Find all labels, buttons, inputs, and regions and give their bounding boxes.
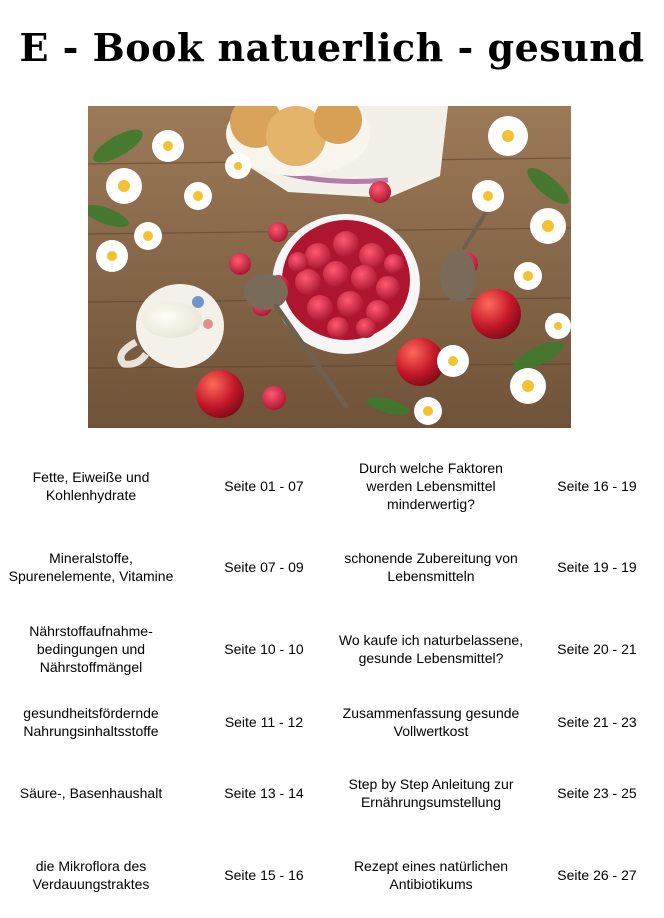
toc-item-title: gesundheitsfördernde Nahrungsinhaltsstoffe — [23, 705, 159, 739]
toc-item-title: Fette, Eiweiße und Kohlenhydrate — [32, 469, 150, 503]
toc-item-title: die Mikroflora des Verdauungstraktes — [32, 858, 150, 892]
toc-item-pages: Seite 13 - 14 — [224, 785, 304, 801]
toc-item-pages: Seite 20 - 21 — [557, 641, 637, 657]
toc-item-title: Wo kaufe ich naturbelassene, gesunde Lebensmittel? — [338, 632, 524, 666]
toc-item-pages: Seite 11 - 12 — [224, 714, 304, 730]
toc-item-pages: Seite 23 - 25 — [557, 785, 637, 801]
toc-item-title: Säure-, Basenhaushalt — [19, 785, 163, 801]
toc-item-pages: Seite 16 - 19 — [557, 478, 637, 494]
toc-item-pages: Seite 07 - 09 — [224, 559, 304, 575]
toc-item-pages: Seite 15 - 16 — [224, 867, 304, 883]
toc-item-title: Zusammenfassung gesunde Vollwertkost — [342, 705, 520, 739]
toc-item-title: Step by Step Anleitung zur Ernährungsumstellung — [348, 776, 514, 810]
toc-item-title: Durch welche Faktoren werden Lebensmittel minderwertig? — [359, 460, 503, 512]
toc-item-pages: Seite 01 - 07 — [224, 478, 304, 494]
toc-item-pages: Seite 26 - 27 — [557, 867, 637, 883]
toc-item-pages: Seite 19 - 19 — [557, 559, 637, 575]
toc-item-title: Rezept eines natürlichen Antibiotikums — [353, 858, 509, 892]
toc-item-title: Nährstoffaufnahme-bedingungen und Nährstoffmängel — [29, 623, 153, 675]
toc-item-pages: Seite 10 - 10 — [224, 641, 304, 657]
toc-item-title: schonende Zubereitung von Lebensmitteln — [344, 550, 518, 584]
toc-item-pages: Seite 21 - 23 — [557, 714, 637, 730]
toc-item-title: Mineralstoffe, Spurenelemente, Vitamine — [8, 550, 174, 584]
page-title: E - Book natuerlich - gesund — [19, 25, 645, 70]
